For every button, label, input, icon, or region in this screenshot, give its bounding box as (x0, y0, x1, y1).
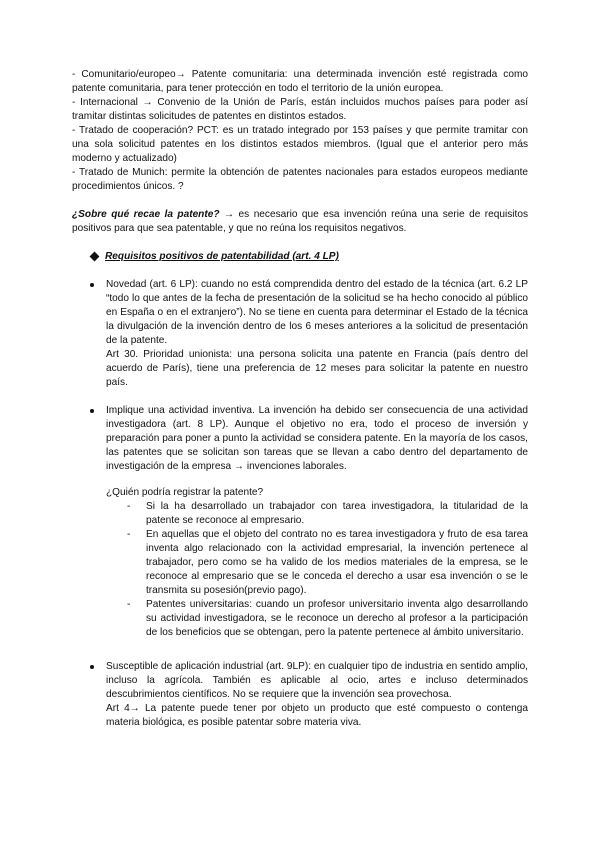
dash-item-text: Patentes universitarias: cuando un profesor universitario inventa algo desarrollando su actividad investigadora, se le reconoce un derecho al profesor a la participación de los beneficios que se obtengan, pero la patente pertenece al ámbito universitario. (146, 599, 528, 638)
quien-question: ¿Quién podría registrar la patente? (106, 487, 264, 498)
actividad-text: Implique una actividad inventiva. La invención ha debido ser consecuencia de una actividad investigadora (art. 8 LP). Aunque el objetivo no era, todo el proceso de inversión y preparación para poner a punto la actividad se considera patente. En la mayoría de los casos, las patentes que se solicitan son tareas que se llevan a cabo dentro del departamento de investigación de la empresa → invenciones laborales. (106, 405, 528, 472)
novedad-text: Novedad (art. 6 LP): cuando no está comprendida dentro del estado de la técnica (art. 6.2 LP “todo lo que antes de la fecha de presentación de la solicitud se ha hecho conocido al público en España o en el extranjero”). No se tiene en cuenta para determinar el Estado de la técnica la divulgación de la invención dentro de los 6 meses anteriores a la solicitud de presentación de la patente. (106, 279, 528, 346)
industrial-text: Susceptible de aplicación industrial (art. 9LP): en cualquier tipo de industria en sentido amplio, incluso la agrícola. También es aplicable al ocio, artes e incluso determinados descubrimientos científicos. No se requiere que la invención sea provechosa. (106, 661, 528, 700)
dash-list (127, 500, 528, 640)
bullet-dot-icon (90, 409, 94, 413)
diamond-bullet-icon (90, 252, 100, 262)
document-page (72, 68, 528, 730)
intro-paragraph-munich: - Tratado de Munich: permite la obtención de patentes nacionales para estados europeos mediante procedimientos únicos. ? (72, 167, 528, 192)
intro-paragraph-internacional: - Internacional → Convenio de la Unión de París, están incluidos muchos países para poder así tramitar distintas solicitudes de patentes en distintos estados. (72, 97, 528, 122)
intro-paragraph-pct: - Tratado de cooperación? PCT: es un tratado integrado por 153 países y que permite tramitar con una sola solicitud patentes en los distintos estados miembros. (Igual que el anterior pero más moderno y actualizado) (72, 125, 528, 164)
question-rest: → es necesario que esa invención reúna una serie de requisitos positivos para que sea patentable, y que no reúna los requisitos negativos. (72, 209, 529, 234)
novedad-art30-text: Art 30. Prioridad unionista: una persona solicita una patente en Francia (país dentro del acuerdo de París), tiene una preferencia de 12 meses para solicitar la patente en nuestro país. (106, 349, 528, 388)
dash-item-universitarias (127, 598, 528, 640)
dash-item-contrato (127, 528, 528, 598)
question-bold: ¿Sobre qué recae la patente? (72, 209, 220, 220)
dash-item-text: En aquellas que el objeto del contrato no es tarea investigadora y fruto de esa tarea inventa algo relacionado con la actividad empresarial, la invención pertenece al trabajador, pero como se ha valido de los medios materiales de la empresa, se le reconoce al empresario que se le conceda el derecho a usar esa invención o se le transmita su posesión(previo pago). (146, 529, 528, 596)
intro-paragraph-comunitario: - Comunitario/europeo→ Patente comunitaria: una determinada invención esté registrada como patente comunitaria, para tener protección en todo el territorio de la unión europea. (72, 69, 528, 94)
dash-marker: - (127, 599, 131, 610)
section-title: Requisitos positivos de patentabilidad (art. 4 LP) (105, 251, 339, 262)
dash-item-trabajador (127, 500, 528, 528)
industrial-art4-text: Art 4→ La patente puede tener por objeto un producto que esté compuesto o contenga materia biológica, es posible patentar sobre materia viva. (106, 703, 528, 728)
dash-item-text: Si la ha desarrollado un trabajador con tarea investigadora, la titularidad de la patente se reconoce al empresario. (146, 501, 528, 526)
bullet-actividad (106, 404, 528, 474)
bullet-dot-icon (90, 665, 94, 669)
question-paragraph (72, 208, 528, 236)
bullet-industrial (106, 660, 528, 730)
section-heading (91, 250, 528, 264)
bullet-dot-icon (90, 283, 94, 287)
dash-marker: - (127, 501, 131, 512)
dash-marker: - (127, 529, 131, 540)
bullet-novedad (106, 278, 528, 390)
